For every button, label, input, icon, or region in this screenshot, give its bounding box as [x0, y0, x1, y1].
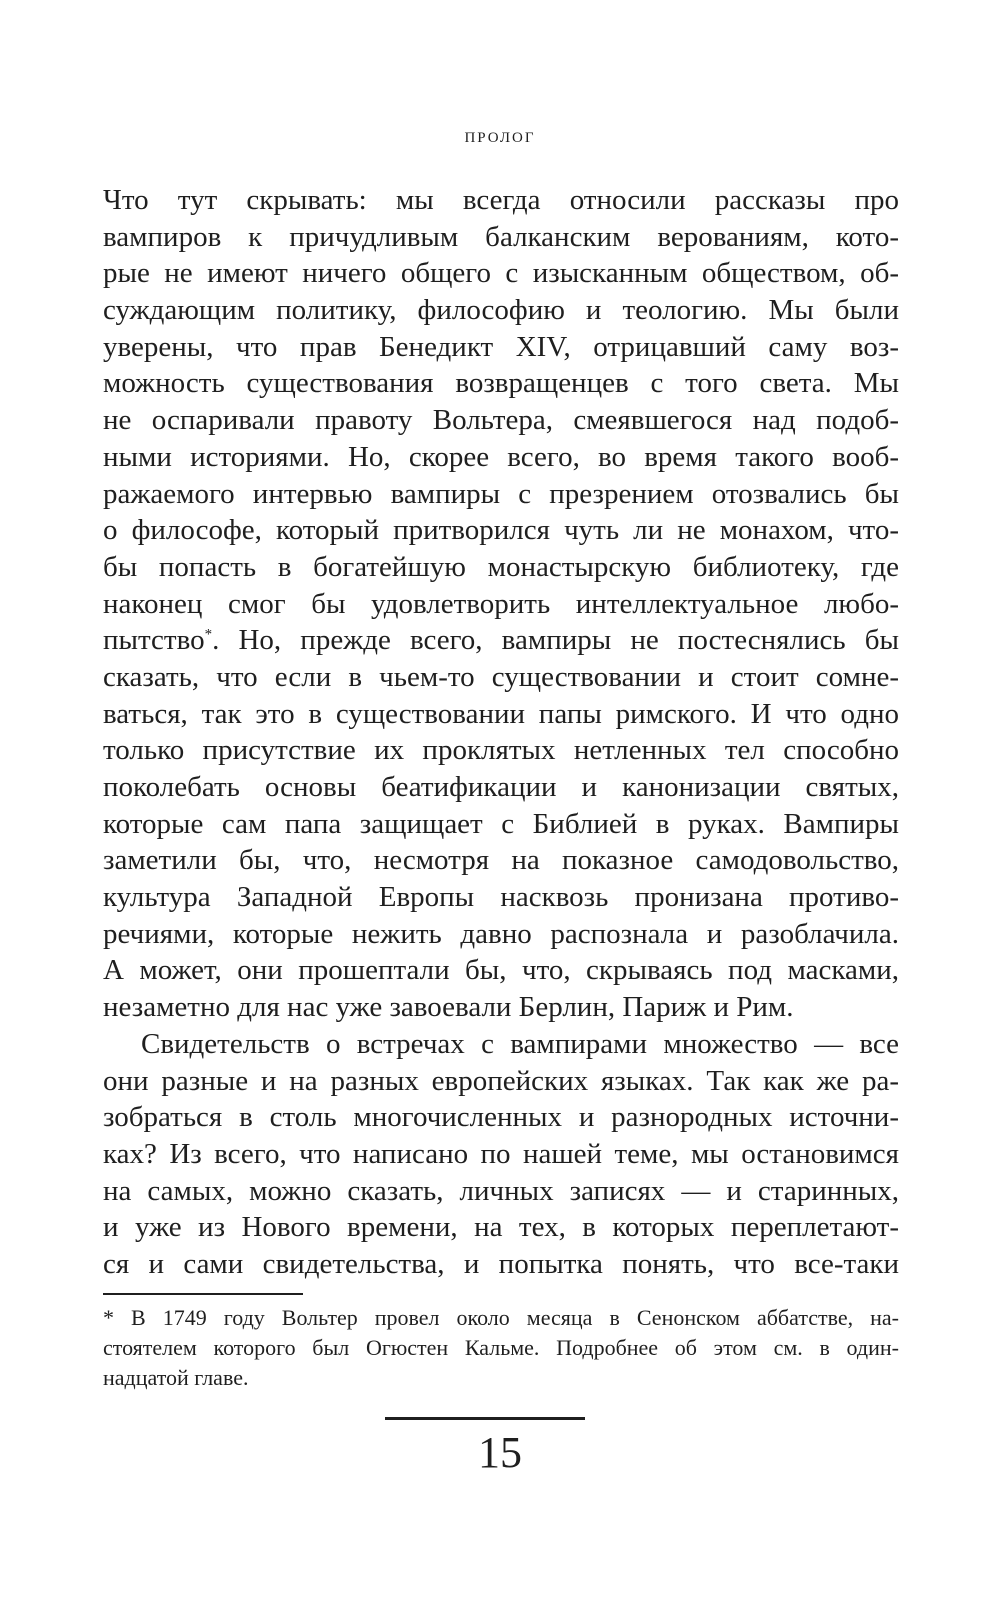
text-line: ражаемого интервью вампиры с презрением отозвались бы — [103, 477, 899, 510]
text-segment: пытство — [103, 624, 205, 657]
text-segment: . Но, прежде всего, вампиры не постеснялись бы — [212, 624, 899, 657]
text-line: бы попасть в богатейшую монастырскую библиотеку, где — [103, 550, 899, 583]
text-line: и уже из Нового времени, на тех, в которых переплетают- — [103, 1211, 899, 1244]
text-line: незаметно для нас уже завоевали Берлин, Париж и Рим. — [103, 991, 794, 1024]
text-line: культура Западной Европы насквозь пронизана противо- — [103, 881, 899, 914]
running-head: ПРОЛОГ — [464, 130, 536, 146]
text-line: сказать, что если в чьем-то существовании и стоит сомне- — [103, 660, 899, 693]
footnote-line: стоятелем которого был Огюстен Кальме. Подробнее об этом см. в один- — [103, 1335, 899, 1360]
footnote-divider — [103, 1293, 303, 1295]
text-line: можность существования возвращенцев с того света. Мы — [103, 367, 899, 400]
text-line: они разные и на разных европейских языках. Так как же ра- — [103, 1064, 899, 1097]
footnote-reference: * — [204, 626, 213, 643]
text-line: ваться, так это в существовании папы римского. И что одно — [103, 697, 899, 730]
text-line: ся и сами свидетельства, и попытка понять, что все-таки — [103, 1247, 899, 1280]
text-line: суждающим политику, философию и теологию. Мы были — [103, 294, 899, 327]
text-line: речиями, которые нежить давно распознала и разоблачила. — [103, 917, 899, 950]
text-line: поколебать основы беатификации и канонизации святых, — [103, 771, 899, 803]
text-line: заметили бы, что, несмотря на показное самодовольство, — [103, 844, 899, 877]
text-line-with-footnote-ref — [103, 622, 899, 659]
page-number: 15 — [478, 1428, 522, 1477]
footnote-line: надцатой главе. — [103, 1365, 249, 1390]
text-line: А может, они прошептали бы, что, скрываясь под масками, — [103, 954, 899, 987]
text-line: на самых, можно сказать, личных записях — и старинных, — [103, 1174, 899, 1207]
text-line: которые сам папа защищает с Библией в руках. Вампиры — [103, 807, 899, 840]
text-line: вампиров к причудливым балканским верованиям, кото- — [103, 220, 899, 253]
text-line: ными историями. Но, скорее всего, во время такого вооб- — [103, 440, 899, 473]
text-line: Что тут скрывать: мы всегда относили рассказы про — [103, 184, 899, 216]
text-line: только присутствие их проклятых нетленных тел способно — [103, 734, 899, 767]
text-line: не оспаривали правоту Вольтера, смеявшегося над подоб- — [103, 404, 899, 437]
text-line: ках? Из всего, что написано по нашей теме, мы остановимся — [103, 1137, 899, 1170]
footnote — [103, 1303, 899, 1393]
page-number-rule — [385, 1417, 585, 1420]
text-line: зобраться в столь многочисленных и разнородных источни- — [103, 1101, 899, 1134]
text-line: уверены, что прав Бенедикт XIV, отрицавший саму воз- — [103, 330, 899, 363]
text-line: о философе, который притворился чуть ли не монахом, что- — [103, 514, 899, 547]
text-line: наконец смог бы удовлетворить интеллектуальное любо- — [103, 587, 899, 620]
body-text — [103, 182, 899, 1283]
text-line: рые не имеют ничего общего с изысканным обществом, об- — [103, 257, 899, 290]
text-line: Свидетельств о встречах с вампирами множество — все — [141, 1027, 899, 1060]
footnote-line: * В 1749 году Вольтер провел около месяца в Сенонском аббатстве, на- — [103, 1305, 899, 1330]
